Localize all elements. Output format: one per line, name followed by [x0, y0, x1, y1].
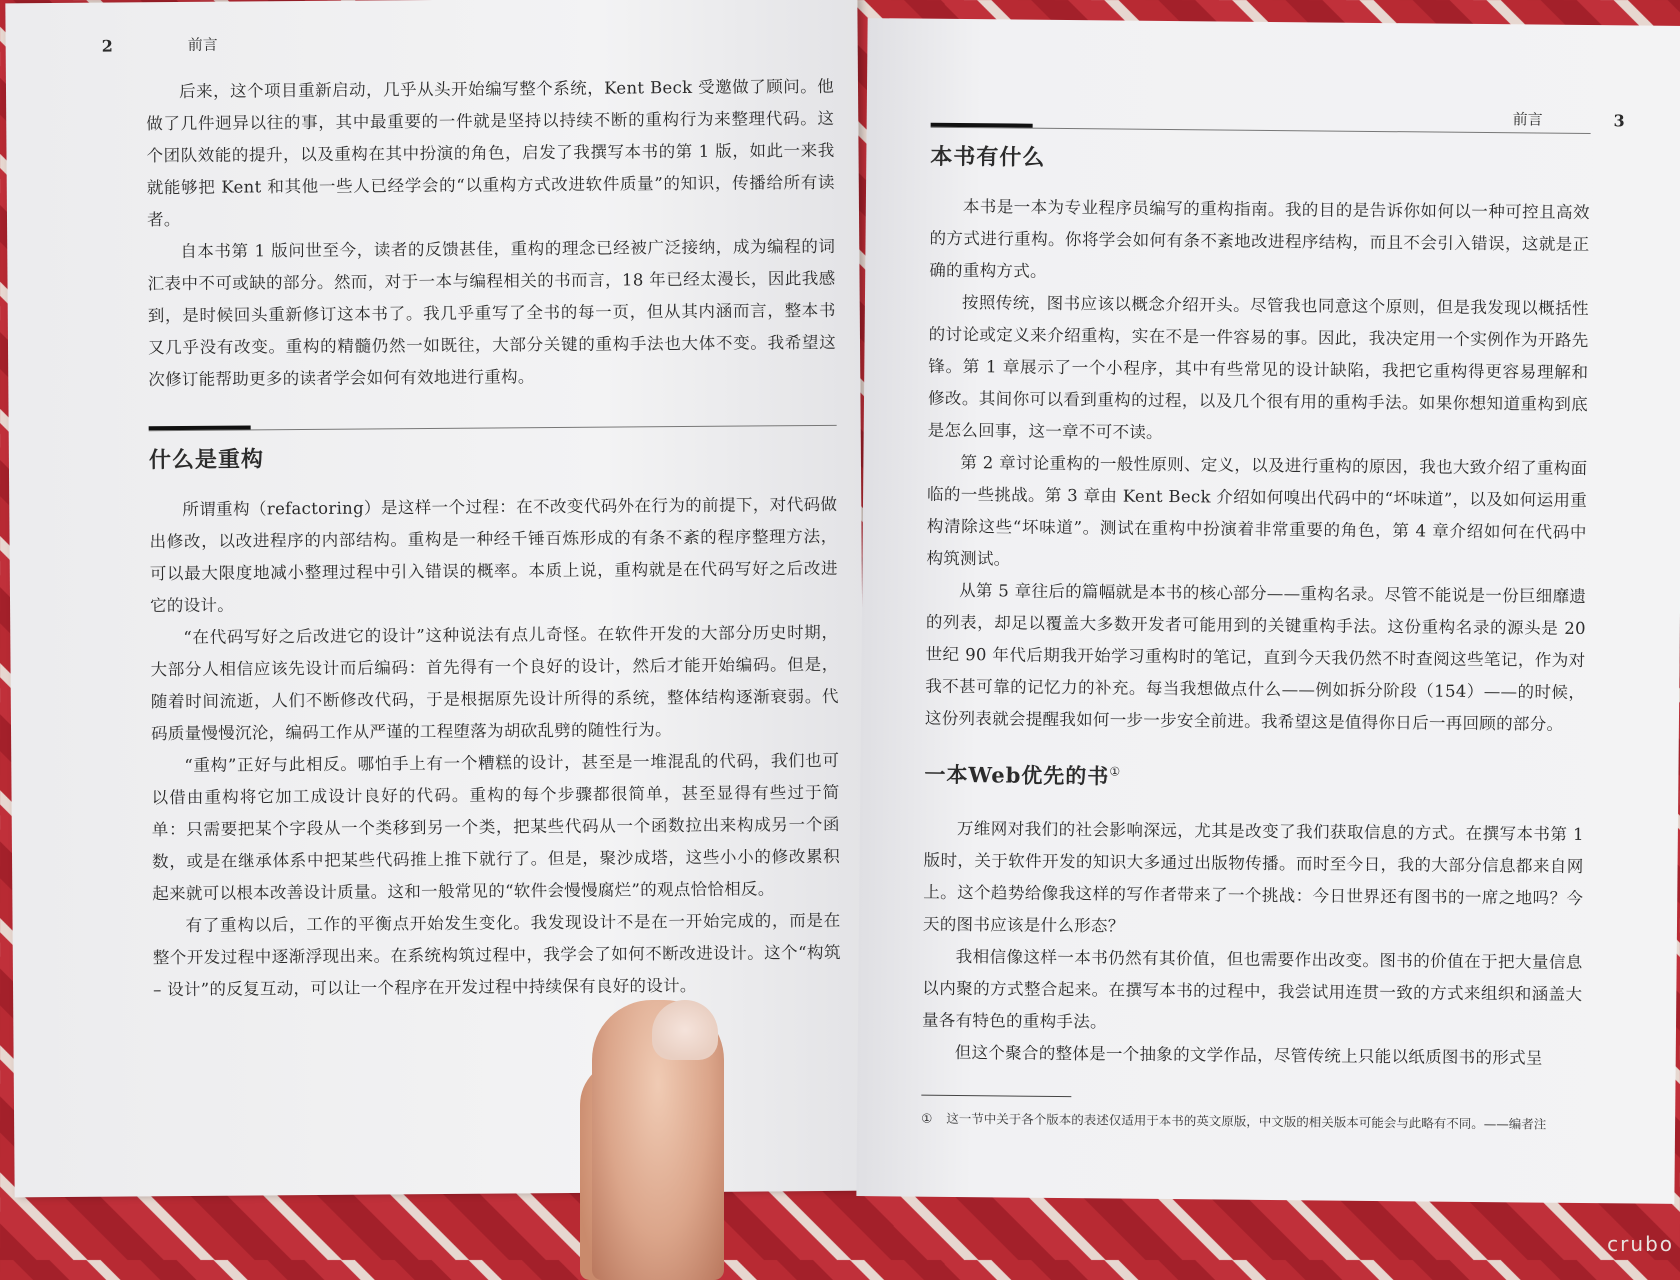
- left-page: [5, 0, 866, 1197]
- paragraph: 后来，这个项目重新启动，几乎从头开始编写整个系统，Kent Beck 受邀做了顾问。他做了几件迥异以往的事，其中最重要的一件就是坚持以持续不断的重构行为来整理代码。这个团队效能的提升，以及重构在其中扮演的角色，启发了我撰写本书的第 1 版，如此一来我就能够把 Kent 和其他一些人已经学会的“以重构方式改进软件质量”的知识，传播给所有读者。: [146, 76, 835, 230]
- paragraph: 第 2 章讨论重构的一般性原则、定义，以及进行重构的原因，我也大致介绍了重构面临的一些挑战。第 3 章由 Kent Beck 介绍如何嗅出代码中的“坏味道”，以及如何运用重构清除这些“坏味道”。测试在重构中扮演着非常重要的角色，第 4 章介绍如何在代码中构筑测试。: [926, 453, 1588, 569]
- paragraph: 按照传统，图书应该以概念介绍开头。尽管我也同意这个原则，但是我发现以概括性的讨论或定义来介绍重构，实在不是一件容易的事。因此，我决定用一个实例作为开路先锋。第 1 章展示了一个小程序，其中有些常见的设计缺陷，我把它重构得更容易理解和修改。其间你可以看到重构的过程，以及几个很有用的重构手法。如果你想知道重构到底是怎么回事，这一章不可不读。: [927, 293, 1590, 442]
- thumb: [592, 1000, 724, 1280]
- subsection-heading: [924, 759, 1584, 795]
- paragraph: 自本书第 1 版问世至今，读者的反馈甚佳，重构的理念已经被广泛接纳，成为编程的词汇表中不可或缺的部分。然而，对于一本与编程相关的书而言，18 年已经太漫长，因此我感到，是时候回头重新修订这本书了。我几乎重写了全书的每一页，但从其内涵而言，整本书又几乎没有改变。重构的精髓仍然一如既往，大部分关键的重构手法也大体不变。我希望这次修订能帮助更多的读者学会如何有效地进行重构。: [147, 236, 837, 390]
- footnote-mark: ①: [921, 1110, 933, 1126]
- section-rule: [931, 123, 1591, 134]
- right-page: [856, 18, 1680, 1204]
- footnote: [921, 1110, 1581, 1134]
- paragraph: 所谓重构（refactoring）是这样一个过程：在不改变代码外在行为的前提下，对代码做出修改，以改进程序的内部结构。重构是一种经千锤百炼形成的有条不紊的程序整理方法，可以最大限度地减小整理过程中引入错误的概率。本质上说，重构就是在代码写好之后改进它的设计。: [149, 494, 838, 616]
- paragraph: 有了重构以后，工作的平衡点开始发生变化。我发现设计不是在一开始完成的，而是在整个开发过程中逐渐浮现出来。在系统构筑过程中，我学会了如何不断改进设计。这个“构筑 – 设计”的反复互动，可以让一个程序在开发过程中持续保有良好的设计。: [152, 910, 841, 1000]
- paragraph: 万维网对我们的社会影响深远，尤其是改变了我们获取信息的方式。在撰写本书第 1 版时，关于软件开发的知识大多通过出版物传播。而时至今日，我的大部分信息都来自网上。这个趋势给像我这样的写作者带来了一个挑战：今日世界还有图书的一席之地吗？今天的图书应该是什么形态？: [922, 818, 1584, 936]
- right-text-column: [921, 123, 1591, 1134]
- watermark-text: crubo: [1607, 1232, 1674, 1256]
- section-rule: [149, 421, 837, 431]
- paragraph: “在代码写好之后改进它的设计”这种说法有点儿奇怪。在软件开发的大部分历史时期，大部分人相信应该先设计而后编码：首先得有一个良好的设计，然后才能开始编码。但是，随着时间流逝，人们不断修改代码，于是根据原先设计所得的系统，整体结构逐渐衰弱。代码质量慢慢沉沦，编码工作从严谨的工程堕落为胡砍乱劈的随性行为。: [150, 622, 839, 744]
- section-heading: 本书有什么: [930, 143, 1046, 171]
- paragraph: 但这个聚合的整体是一个抽象的文学作品，尽管传统上只能以纸质图书的形式呈: [954, 1042, 1543, 1068]
- footnote-text: 这一节中关于各个版本的表述仅适用于本书的英文原版，中文版的相关版本可能会与此略有不同。——编者注: [946, 1110, 1547, 1132]
- paragraph: 本书是一本为专业程序员编写的重构指南。我的目的是告诉你如何以一种可控且高效的方式进行重构。你将学会如何有条不紊地改进程序结构，而且不会引入错误，这就是正确的重构方式。: [929, 197, 1590, 281]
- left-text-column: [146, 71, 841, 1006]
- page-number: 2: [101, 36, 113, 56]
- page-number: 3: [1613, 111, 1625, 131]
- paragraph: 从第 5 章往后的篇幅就是本书的核心部分——重构名录。尽管不能说是一份巨细靡遗的列表，却足以覆盖大多数开发者可能用到的关键重构手法。这份重构名录的源头是 20 世纪 90 年代后期我开始学习重构时的笔记，直到今天我仍然不时查阅这些笔记，作为对我不甚可靠的记忆力的补充。每当我想做点什么——例如拆分阶段（154）——的时候，这份列表就会提醒我如何一步一步安全前进。我希望这是值得你日后一再回顾的部分。: [924, 581, 1587, 734]
- running-head: 前言: [1512, 110, 1543, 129]
- footnote-rule: [921, 1095, 1071, 1097]
- section-heading: 什么是重构: [148, 446, 265, 474]
- running-head: 前言: [187, 35, 218, 54]
- paragraph: “重构”正好与此相反。哪怕手上有一个糟糕的设计，甚至是一堆混乱的代码，我们也可以借由重构将它加工成设计良好的代码。重构的每个步骤都很简单，甚至显得有些过于简单：只需要把某个字段从一个类移到另一个类，把某些代码从一个函数拉出来构成另一个函数，或是在继承体系中把某些代码推上推下就行了。但是，聚沙成塔，这些小小的修改累积起来就可以根本改善设计质量。这和一般常见的“软件会慢慢腐烂”的观点恰恰相反。: [151, 750, 841, 904]
- paragraph: 我相信像这样一本书仍然有其价值，但也需要作出改变。图书的价值在于把大量信息以内聚的方式整合起来。在撰写本书的过程中，我尝试用连贯一致的方式来组织和涵盖大量各有特色的重构手法。: [921, 946, 1583, 1032]
- subsection-title: 一本Web优先的书: [924, 761, 1110, 789]
- footnote-reference: ①: [1109, 764, 1122, 779]
